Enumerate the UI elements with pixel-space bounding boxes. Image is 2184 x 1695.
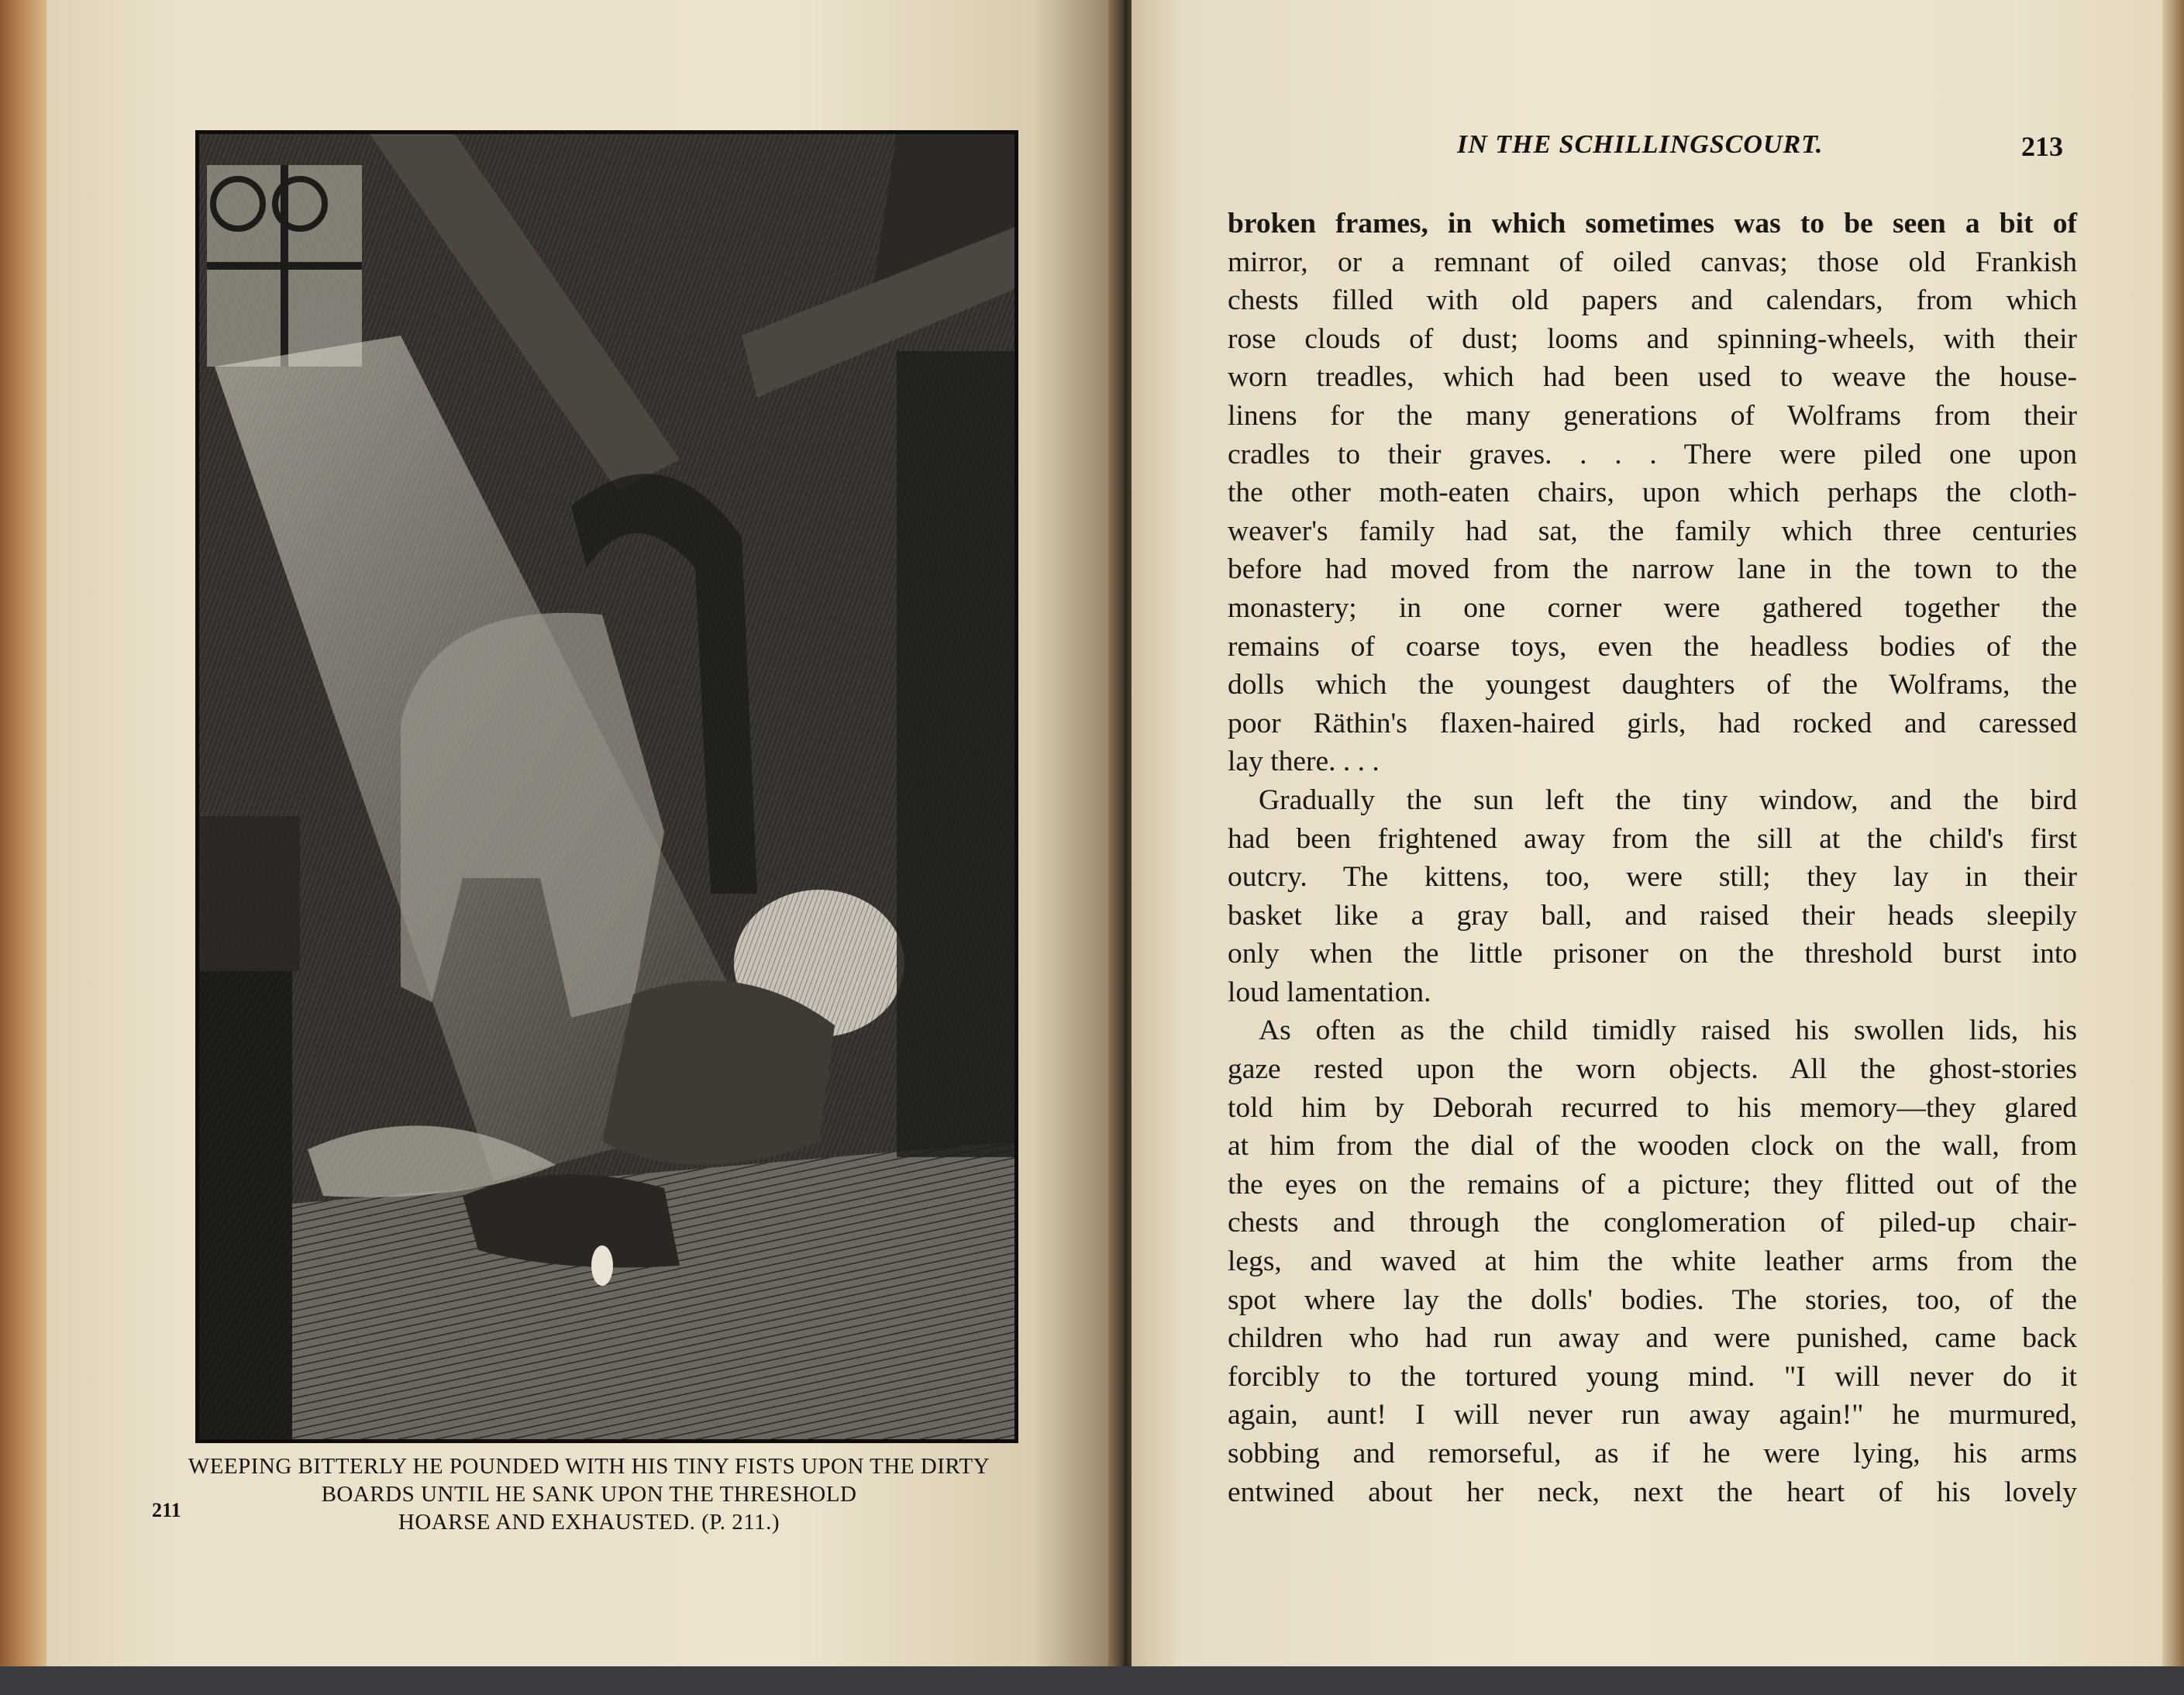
page-edges-left xyxy=(0,0,47,1666)
text-line: As often as the child timidly raised his swollen lids, his xyxy=(1259,1015,2077,1047)
attic-window xyxy=(207,165,362,367)
text-line: cradles to their graves. . . . There were piled one upon xyxy=(1228,438,2077,470)
text-line: remains of coarse toys, even the headless bodies of the xyxy=(1228,630,2077,663)
text-line: only when the little prisoner on the threshold burst into xyxy=(1228,938,2077,970)
caption-line: BOARDS UNTIL HE SANK UPON THE THRESHOLD xyxy=(321,1482,857,1507)
text-line: had been frightened away from the sill at the child's first xyxy=(1228,822,2077,855)
text-line: children who had run away and were punished, came back xyxy=(1228,1322,2077,1355)
illustration-plate xyxy=(195,130,1018,1443)
text-line: legs, and waved at him the white leather arms from the xyxy=(1228,1245,2077,1278)
text-line: again, aunt! I will never run away again!" he murmured, xyxy=(1228,1399,2077,1431)
text-line: poor Räthin's flaxen-haired girls, had rocked and caressed xyxy=(1228,707,2077,739)
text-line: weaver's family had sat, the family which three centuries xyxy=(1228,515,2077,547)
text-line: gaze rested upon the worn objects. All the ghost-stories xyxy=(1228,1053,2077,1086)
text-line: entwined about her neck, next the heart of his lovely xyxy=(1228,1476,2077,1508)
page-number-left: 211 xyxy=(152,1499,181,1521)
text-line: lay there. . . . xyxy=(1228,746,1380,778)
text-line: rose clouds of dust; looms and spinning-wheels, with their xyxy=(1228,322,2077,355)
text-line: the eyes on the remains of a picture; they flitted out of the xyxy=(1228,1168,2077,1201)
text-line: basket like a gray ball, and raised their heads sleepily xyxy=(1228,899,2077,932)
text-line: broken frames, in which sometimes was to be seen a bit of xyxy=(1228,208,2077,239)
scan-background xyxy=(0,1666,2184,1695)
caption-line: WEEPING BITTERLY HE POUNDED WITH HIS TINY FISTS UPON THE DIRTY xyxy=(188,1454,990,1479)
text-line: the other moth-eaten chairs, upon which perhaps the cloth- xyxy=(1228,477,2077,509)
text-line: forcibly to the tortured young mind. "I will never do it xyxy=(1228,1360,2077,1393)
text-line: chests filled with old papers and calendars, from which xyxy=(1228,284,2077,317)
text-line: outcry. The kittens, too, were still; they lay in their xyxy=(1228,861,2077,894)
illustration-caption xyxy=(147,1452,1031,1536)
text-line: monastery; in one corner were gathered together the xyxy=(1228,591,2077,624)
text-line: spot where lay the dolls' bodies. The stories, too, of the xyxy=(1228,1283,2077,1316)
text-line: Gradually the sun left the tiny window, and the bird xyxy=(1259,784,2077,816)
body-text xyxy=(1228,205,2077,1511)
text-line: mirror, or a remnant of oiled canvas; those old Frankish xyxy=(1228,246,2077,278)
caption-line: HOARSE AND EXHAUSTED. (P. 211.) xyxy=(398,1510,780,1535)
page-edges-right xyxy=(2162,0,2184,1666)
text-line: before had moved from the narrow lane in the town to the xyxy=(1228,553,2077,586)
text-line: loud lamentation. xyxy=(1228,976,1431,1008)
engraving-child-weeping-attic-icon xyxy=(199,134,1014,1439)
text-line: told him by Deborah recurred to his memory—they glared xyxy=(1228,1091,2077,1124)
text-line: chests and through the conglomeration of piled-up chair- xyxy=(1228,1207,2077,1239)
page-number-right: 213 xyxy=(2021,131,2063,162)
running-head: IN THE SCHILLINGSCOURT. xyxy=(1457,130,1824,159)
text-line: at him from the dial of the wooden clock on the wall, from xyxy=(1228,1130,2077,1163)
left-page xyxy=(47,0,1120,1666)
text-line: dolls which the youngest daughters of the Wolframs, the xyxy=(1228,669,2077,701)
text-line: worn treadles, which had been used to weave the house- xyxy=(1228,361,2077,394)
text-line: linens for the many generations of Wolframs from their xyxy=(1228,399,2077,432)
text-line: sobbing and remorseful, as if he were lying, his arms xyxy=(1228,1438,2077,1469)
